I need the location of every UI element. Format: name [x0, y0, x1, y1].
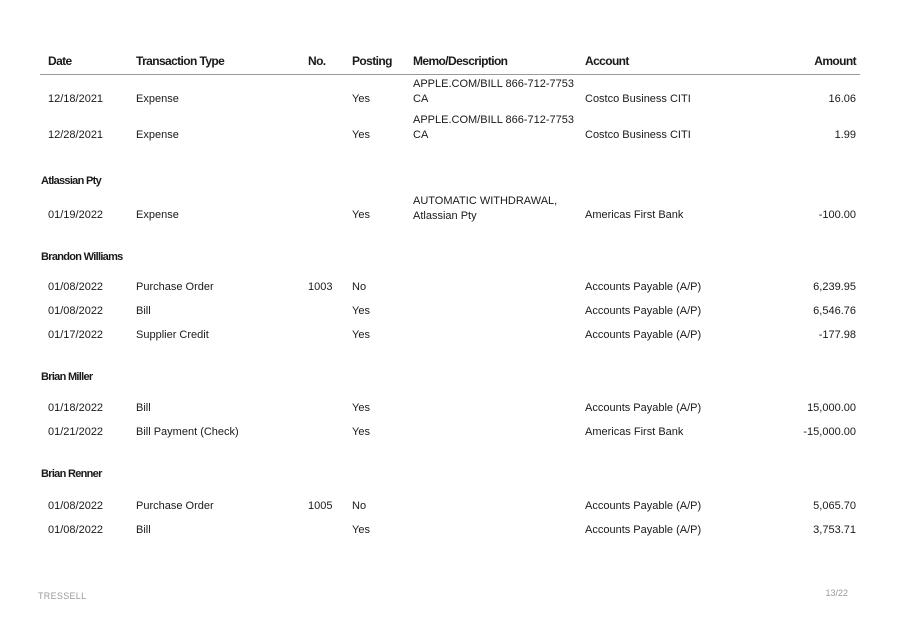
- cell-date: 01/18/2022: [48, 402, 104, 414]
- cell-date: 12/28/2021: [48, 129, 104, 141]
- table-row: [40, 329, 860, 353]
- cell-amount: 15,000.00: [807, 402, 856, 414]
- memo-line-1: APPLE.COM/BILL 866-712-7753: [413, 78, 575, 90]
- cell-date: 12/18/2021: [48, 93, 104, 105]
- cell-type: Expense: [136, 93, 179, 105]
- memo-line-2: Atlassian Pty: [413, 210, 477, 222]
- memo-line-1: APPLE.COM/BILL 866-712-7753: [413, 114, 575, 126]
- table-row: [40, 426, 860, 450]
- cell-posting: No: [352, 281, 367, 293]
- cell-account: Americas First Bank: [585, 209, 684, 221]
- cell-amount: 1.99: [834, 129, 856, 141]
- table-row: [40, 524, 860, 548]
- cell-date: 01/08/2022: [48, 305, 104, 317]
- header-memo: Memo/Description: [413, 54, 508, 68]
- cell-type: Supplier Credit: [136, 329, 209, 341]
- vendor-group-header: [40, 450, 860, 500]
- cell-account: Accounts Payable (A/P): [585, 305, 702, 317]
- cell-type: Expense: [136, 209, 179, 221]
- cell-posting: Yes: [352, 209, 370, 221]
- table-row: [40, 500, 860, 524]
- vendor-group-header: [40, 147, 860, 195]
- cell-amount: 5,065.70: [813, 500, 856, 512]
- vendor-group-header: [40, 353, 860, 402]
- cell-amount: -15,000.00: [803, 426, 856, 438]
- vendor-name: Brian Miller: [41, 371, 93, 383]
- cell-date: 01/19/2022: [48, 209, 104, 221]
- table-header: [40, 52, 860, 75]
- memo-line-2: CA: [413, 93, 429, 105]
- cell-type: Purchase Order: [136, 281, 214, 293]
- cell-amount: 16.06: [828, 93, 856, 105]
- cell-account: Americas First Bank: [585, 426, 684, 438]
- cell-amount: -100.00: [818, 209, 856, 221]
- header-transaction-type: Transaction Type: [136, 54, 225, 68]
- table-row: [40, 281, 860, 305]
- table-row: [40, 195, 860, 233]
- cell-memo: [413, 194, 578, 224]
- cell-account: Costco Business CITI: [585, 129, 691, 141]
- cell-type: Purchase Order: [136, 500, 214, 512]
- cell-account: Accounts Payable (A/P): [585, 329, 702, 341]
- table-row: [40, 111, 860, 147]
- cell-type: Bill: [136, 402, 151, 414]
- vendor-name: Atlassian Pty: [41, 175, 101, 187]
- cell-account: Accounts Payable (A/P): [585, 402, 702, 414]
- table-row: [40, 75, 860, 111]
- table-row: [40, 305, 860, 329]
- vendor-name: Brandon Williams: [41, 251, 123, 263]
- header-amount: Amount: [814, 54, 856, 68]
- header-posting: Posting: [352, 54, 392, 68]
- cell-posting: Yes: [352, 402, 370, 414]
- cell-posting: Yes: [352, 129, 370, 141]
- cell-date: 01/08/2022: [48, 524, 104, 536]
- cell-memo: [413, 113, 578, 143]
- cell-no: 1005: [308, 500, 333, 512]
- transaction-report: [40, 52, 860, 548]
- cell-posting: Yes: [352, 305, 370, 317]
- cell-account: Accounts Payable (A/P): [585, 500, 702, 512]
- cell-account: Accounts Payable (A/P): [585, 524, 702, 536]
- memo-line-1: AUTOMATIC WITHDRAWAL,: [413, 195, 558, 207]
- header-date: Date: [48, 54, 72, 68]
- cell-no: 1003: [308, 281, 333, 293]
- cell-date: 01/17/2022: [48, 329, 104, 341]
- cell-memo: [413, 77, 578, 107]
- cell-type: Expense: [136, 129, 179, 141]
- cell-type: Bill: [136, 305, 151, 317]
- cell-posting: Yes: [352, 93, 370, 105]
- header-no: No.: [308, 54, 326, 68]
- vendor-group-header: [40, 233, 860, 281]
- cell-amount: -177.98: [818, 329, 856, 341]
- cell-date: 01/08/2022: [48, 281, 104, 293]
- vendor-name: Brian Renner: [41, 468, 102, 480]
- cell-account: Accounts Payable (A/P): [585, 281, 702, 293]
- cell-date: 01/08/2022: [48, 500, 104, 512]
- cell-amount: 3,753.71: [813, 524, 856, 536]
- page-number: 13/22: [825, 588, 848, 598]
- cell-posting: Yes: [352, 524, 370, 536]
- cell-type: Bill Payment (Check): [136, 426, 239, 438]
- header-account: Account: [585, 54, 629, 68]
- cell-posting: Yes: [352, 329, 370, 341]
- cell-posting: No: [352, 500, 367, 512]
- table-row: [40, 402, 860, 426]
- cell-type: Bill: [136, 524, 151, 536]
- memo-line-2: CA: [413, 129, 429, 141]
- footer-brand: TRESSELL: [38, 591, 87, 601]
- cell-posting: Yes: [352, 426, 370, 438]
- cell-amount: 6,239.95: [813, 281, 856, 293]
- cell-account: Costco Business CITI: [585, 93, 691, 105]
- cell-amount: 6,546.76: [813, 305, 856, 317]
- cell-date: 01/21/2022: [48, 426, 104, 438]
